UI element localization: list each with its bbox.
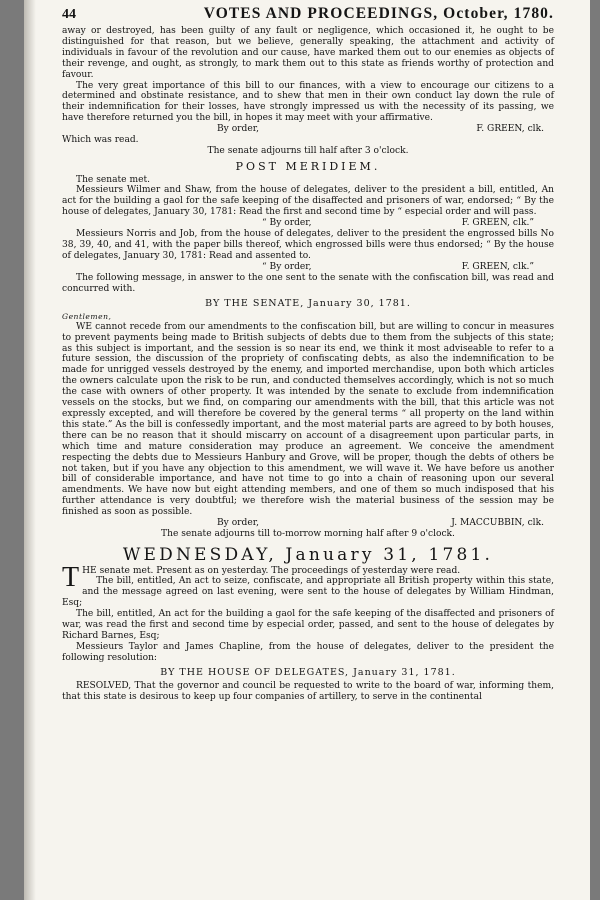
signature-clerk: F. GREEN, clk.” xyxy=(461,261,534,272)
signature-clerk: F. GREEN, clk.” xyxy=(461,218,534,229)
message-body: WE cannot recede from our amendments to the confiscation bill, but are willing to concur in measures to prevent payments being made to British subjects of debts due to them from the subjects of this state; as this subject is important, and the session is so near its end, we think it most adviseable to refer to a future session, the discussion of the propriety of confiscating debts, as also the indemnification to be made for unrigged vessels destroyed by the enemy, and imported merchandise, upon both which articles the owners calculate upon the risk to be run, and conducted themselves accordingly, which is not so much the case with owners of other property. It was intended by the senate to exclude from indemnification vessels on the stocks, but we find, on comparing our amendments with the bill, that this article was not expressly excepted, and will therefore be covered by the general terms “ all property on the land within this state.” As the bill is confessedly important, and the most material parts are agreed to by both houses, there can be no reason that it should miscarry on account of a disagreement upon particular parts, in which time and mature consideration may produce an agreement. We conceive the amendment respecting the debts due to Messieurs Hanbury and Grove, will be proper, though the debts of others be not taken, but if you have any objection to this amendment, we will wave it. We have before us another bill of considerable importance, and have not time to go into a chain of reasoning upon our several amendments. We have now but eight attending members, and one of them so much indisposed that his further attendance is very doubtful; we therefore wish the material business of the session may be finished as soon as possible. xyxy=(62,321,554,518)
paragraph: Which was read. xyxy=(62,135,139,146)
signature-by-order: “ By order, xyxy=(262,218,312,229)
section-heading-wednesday: WEDNESDAY, January 31, 1781. xyxy=(122,544,494,565)
salutation: Gentlemen, xyxy=(62,311,112,321)
paragraph: Messieurs Norris and Job, from the house of delegates, deliver to the president the engrossed bills No 38, 39, 40, and 41, with the paper bills thereof, which engrossed bills were thus endorsed; “ By the house of delegates, January 30, 1781: Read and assented to. xyxy=(62,229,554,261)
document-page xyxy=(24,0,590,900)
resolution-text: RESOLVED, That the governor and council be requested to write to the board of war, informing them, that this state is desirous to keep up four companies of artillery, to serve in the continental xyxy=(62,680,554,702)
signature-line xyxy=(62,262,554,273)
paragraph-text: HE senate met. Present as on yesterday. The proceedings of yesterday were read. xyxy=(82,565,461,576)
page-number: 44 xyxy=(62,7,76,22)
paragraph: Messieurs Wilmer and Shaw, from the house of delegates, deliver to the president a bill, entitled, An act for the building a gaol for the safe keeping of the disaffected and prisoners of war, endorsed; “ By the house of delegates, January 30, 1781: Read the first and second time by “ especial order and will pass. xyxy=(62,185,554,218)
signature-by-order: “ By order, xyxy=(262,261,312,272)
paragraph: Messieurs Taylor and James Chapline, from the house of delegates, deliver to the president the following resolution: xyxy=(62,641,554,663)
signature-clerk: F. GREEN, clk. xyxy=(476,124,544,135)
signature-by-order: By order, xyxy=(217,124,259,135)
running-header xyxy=(62,4,554,25)
signature-clerk: J. MACCUBBIN, clk. xyxy=(451,518,544,529)
signature-line xyxy=(62,518,554,529)
paragraph: The bill, entitled, An act to seize, confiscate, and appropriate all British property within this state, and the message agreed on last evening, were sent to the house of delegates by William Hindman, Esq; xyxy=(62,576,554,609)
paragraph: away or destroyed, has been guilty of any fault or negligence, which occasioned it, he ought to be distinguished for that reason, but we believe, generally speaking, the attachment and activity of individuals in favour of the revolution and our cause, have marked them out to our enemies as objects of their revenge, and ought, as strongly, to mark them out to this state as friends worthy of protection and favour. xyxy=(62,26,554,80)
signature-by-order: By order, xyxy=(217,518,259,529)
paragraph: The senate met. xyxy=(76,174,150,185)
page-title: VOTES AND PROCEEDINGS, October, 1780. xyxy=(203,5,554,22)
section-heading-post-meridiem: POST MERIDIEM. xyxy=(235,159,381,173)
adjournment-note: The senate adjourns till to-morrow morning half after 9 o'clock. xyxy=(161,529,455,540)
paragraph: The bill, entitled, An act for the building a gaol for the safe keeping of the disaffected and prisoners of war, was read the first and second time by especial order, passed, and sent to the house of delegates by Richard Barnes, Esq; xyxy=(62,609,554,641)
signature-line xyxy=(62,124,554,135)
paragraph: The very great importance of this bill to our finances, with a view to encourage our citizens to a determined and obstinate resistance, and to shew that men in their own conduct lay down the rule of their indemnification for their losses, have strongly impressed us with the necessity of its passing, we have therefore returned you the bill, in hopes it may meet with your affirmative. xyxy=(62,80,554,124)
paragraph: The following message, in answer to the one sent to the senate with the confiscation bill, was read and concurred with. xyxy=(62,272,554,294)
message-byline-senate: BY THE SENATE, January 30, 1781. xyxy=(205,297,411,309)
adjournment-note: The senate adjourns till half after 3 o'clock. xyxy=(207,146,409,157)
drop-cap: T xyxy=(62,561,80,593)
signature-line xyxy=(62,218,554,229)
message-byline-house: BY THE HOUSE OF DELEGATES, January 31, 1781. xyxy=(160,666,456,678)
